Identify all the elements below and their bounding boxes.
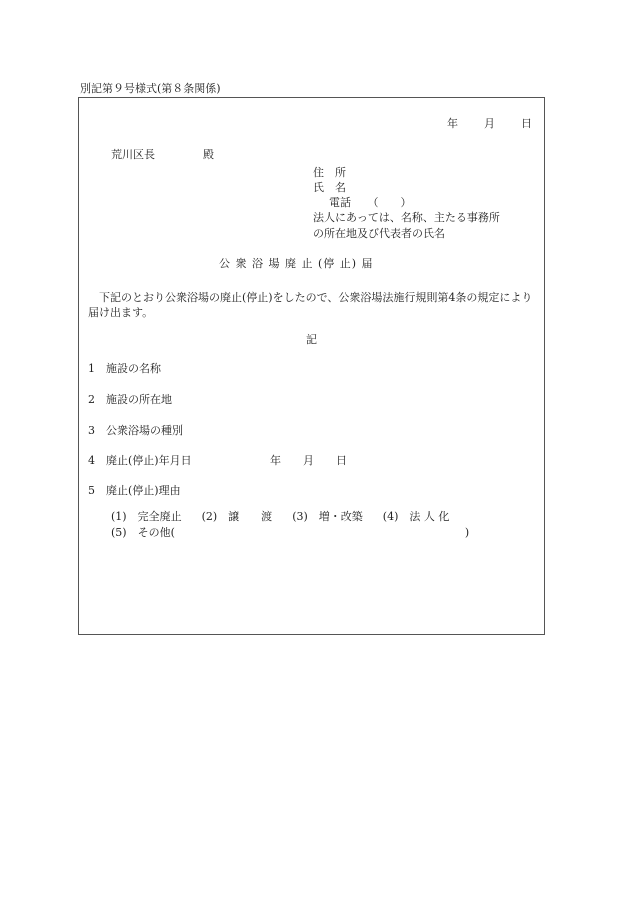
- date-line: [440, 107, 532, 129]
- form-caption: 別記第９号様式(第８条関係): [80, 82, 221, 95]
- addressee-office: 荒川区長: [111, 148, 155, 161]
- date-month: 月: [484, 117, 495, 130]
- date-day: 日: [521, 117, 532, 130]
- applicant-corp-note-line1: 法人にあっては、名称、主たる事務所: [313, 211, 500, 224]
- item-closure-date-fields: 年 月 日: [270, 454, 347, 467]
- item-facility-location: 2 施設の所在地: [88, 393, 172, 406]
- reason-transfer: (2) 譲 渡: [201, 510, 273, 523]
- reason-other-close: ): [464, 526, 470, 539]
- reason-renovation: (3) 増・改築: [292, 510, 363, 523]
- reason-other-row: [104, 516, 469, 538]
- body-text: 下記のとおり公衆浴場の廃止(停止)をしたので、公衆浴場法施行規則第4条の規定により届け出ます。: [88, 291, 533, 319]
- addressee: [104, 138, 214, 160]
- addressee-honorific: 殿: [203, 148, 214, 161]
- date-year: 年: [447, 117, 458, 130]
- applicant-address-label: 住 所: [313, 166, 346, 179]
- reason-complete-closure: (1) 完全廃止: [111, 510, 182, 523]
- item-closure-date: 4 廃止(停止)年月日: [88, 454, 192, 467]
- ki-heading: 記: [306, 333, 317, 346]
- document-title: 公 衆 浴 場 廃 止 (停 止) 届: [219, 257, 374, 270]
- item-facility-name: 1 施設の名称: [88, 362, 161, 375]
- applicant-corp-note-line2: の所在地及び代表者の氏名: [313, 227, 445, 240]
- reason-other-open: (5) その他(: [111, 526, 175, 539]
- item-bath-type: 3 公衆浴場の種別: [88, 424, 183, 437]
- applicant-phone-label: 電話 （ ）: [329, 196, 412, 209]
- applicant-name-label: 氏 名: [313, 181, 346, 194]
- item-closure-reason: 5 廃止(停止)理由: [88, 484, 181, 497]
- reason-incorporation: (4) 法 人 化: [382, 510, 450, 523]
